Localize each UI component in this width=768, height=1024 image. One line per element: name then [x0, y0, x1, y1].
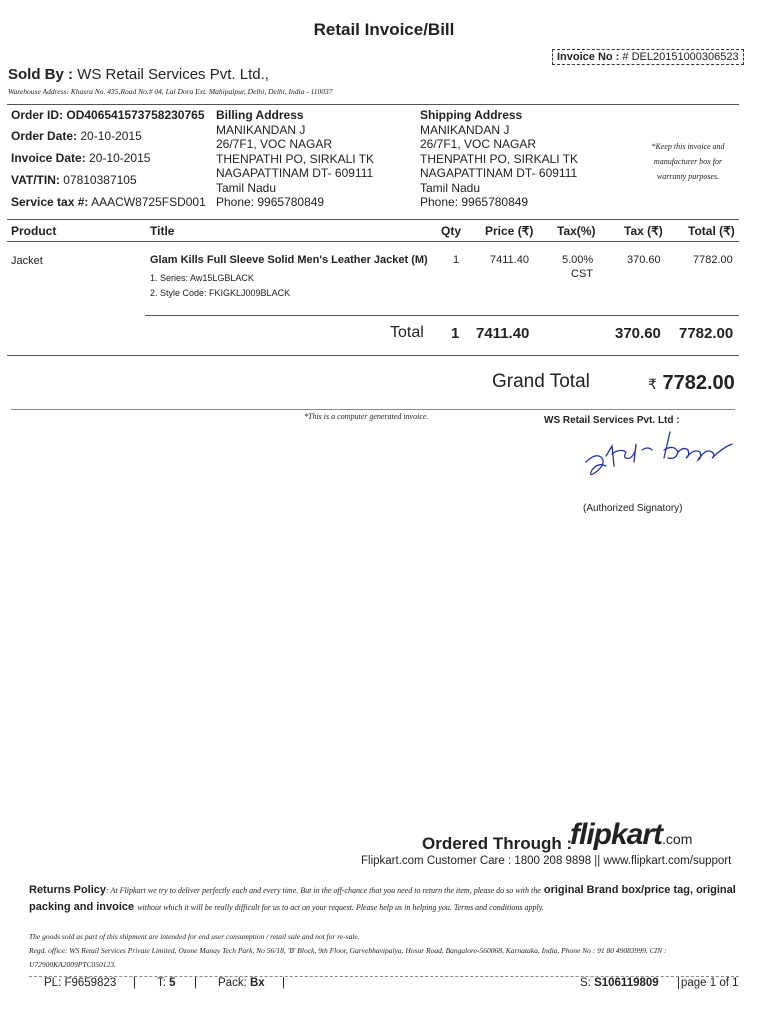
col-title: Title — [150, 224, 175, 238]
page-number: page 1 of 1 — [678, 977, 739, 989]
divider — [7, 219, 739, 220]
item-price: 7411.40 — [490, 254, 529, 266]
seller-name: WS Retail Services Pvt. Ltd., — [77, 66, 269, 83]
returns-text: without which it will be really difficult for us to act on your request. Please help us in helping you. Terms and conditions apply. — [137, 903, 544, 912]
billing-line: Tamil Nadu — [216, 180, 277, 195]
logo-text: flipkart — [570, 818, 663, 851]
shipping-line: Phone: 9965780849 — [420, 195, 529, 209]
total-qty: 1 — [451, 325, 460, 342]
footer-pack: Pack: Bx — [218, 977, 265, 989]
pl-value: F9659823 — [64, 977, 117, 989]
shipping-address — [420, 108, 578, 210]
warranty-note: *Keep this invoice and manufacturer box for warranty purposes. — [651, 142, 725, 181]
footer-separator: | — [133, 977, 136, 989]
t-value: 5 — [169, 977, 176, 989]
divider — [145, 315, 739, 316]
divider — [7, 104, 739, 105]
footer-s: S: S106119809 — [580, 977, 659, 989]
product-title: Glam Kills Full Sleeve Solid Men's Leather Jacket (M) — [150, 254, 428, 266]
item-tax-type: CST — [571, 268, 593, 280]
col-product: Product — [11, 224, 57, 238]
invoice-number-label: Invoice No : — [557, 51, 620, 63]
shipping-line: NAGAPATTINAM DT- 609111 — [420, 166, 578, 180]
grand-total — [648, 372, 735, 395]
order-date-row: Order Date: 20-10-2015 — [11, 129, 142, 143]
flipkart-logo — [570, 818, 692, 852]
signature-image — [582, 428, 737, 483]
total-amount: 7782.00 — [679, 325, 734, 342]
returns-label: Returns Policy — [29, 884, 107, 896]
invoice-date: 20-10-2015 — [89, 151, 151, 165]
invoice-date-row: Invoice Date: 20-10-2015 — [11, 151, 151, 165]
footer-separator: | — [194, 977, 197, 989]
grand-total-label: Grand Total — [492, 371, 590, 392]
warehouse-address: Warehouse Address: Khasra No. 435,Road No.# 04, Lal Dora Ext. Mahipalpur, Delhi, Delhi, India - 110037 — [8, 87, 333, 96]
invoice-title: Retail Invoice/Bill — [313, 20, 455, 39]
billing-line: NAGAPATTINAM DT- 609111 — [216, 166, 374, 180]
shipping-line: 26/7F1, VOC NAGAR — [420, 137, 537, 151]
billing-line: Phone: 9965780849 — [216, 195, 325, 209]
billing-heading: Billing Address — [216, 108, 304, 122]
total-price: 7411.40 — [476, 325, 530, 342]
returns-bold: original Brand box/price tag, original packing and invoice — [29, 884, 736, 913]
footer-t: T: 5 — [157, 977, 176, 989]
invoice-number-value: # DEL20151000306523 — [622, 51, 739, 63]
product-series: 1. Series: Aw15LGBLACK — [150, 273, 254, 283]
invoice-number — [552, 49, 744, 65]
item-total: 7782.00 — [693, 254, 733, 266]
sold-by-label: Sold By : — [8, 66, 74, 83]
total-label: Total — [390, 324, 424, 341]
shipping-line: MANIKANDAN J — [420, 122, 510, 137]
divider — [7, 355, 739, 356]
sold-by — [8, 66, 269, 83]
shipping-line: THENPATHI PO, SIRKALI TK — [420, 151, 579, 166]
s-value: S106119809 — [594, 977, 659, 989]
billing-address — [216, 108, 374, 210]
col-tax-pct: Tax(%) — [557, 224, 596, 238]
service-tax-row: Service tax #: AAACW8725FSD001 — [11, 195, 206, 209]
order-date: 20-10-2015 — [80, 129, 142, 143]
vat-row: VAT/TIN: 07810387105 — [11, 173, 137, 187]
logo-suffix: .com — [662, 831, 693, 847]
customer-care: Flipkart.com Customer Care : 1800 208 9898 || www.flipkart.com/support — [361, 855, 732, 867]
shipping-line: Tamil Nadu — [420, 180, 481, 195]
vat-number: 07810387105 — [63, 173, 137, 187]
resale-note: The goods sold as part of this shipment are intended for end user consumption / retail sale and not for re-sale. — [29, 932, 360, 941]
authorized-signatory: (Authorized Signatory) — [583, 503, 683, 514]
item-qty: 1 — [453, 254, 460, 266]
col-tax: Tax (₹) — [624, 224, 663, 238]
returns-text: : At Flipkart we try to deliver perfectly each and every time. But in the off-chance that you need to return the item, please do so with the — [106, 886, 541, 895]
billing-line: 26/7F1, VOC NAGAR — [216, 137, 333, 151]
divider — [7, 241, 739, 242]
pack-value: Bx — [249, 977, 265, 989]
billing-line: MANIKANDAN J — [216, 122, 306, 137]
signatory-company: WS Retail Services Pvt. Ltd : — [544, 415, 680, 426]
product-style-code: 2. Style Code: FKIGKLJ009BLACK — [150, 288, 291, 298]
registered-office: Regd. office: WS Retail Services Private Limited, Ozone Manay Tech Park, No 56/18, 'B' Block, 9th Floor, Garvebhavipalya, Hosur Road, Bangalore-560068, Karnataka, India, Phone No : 91 80 49083999. CIN : U72900KA2009PTC050123. — [29, 946, 667, 969]
billing-line: THENPATHI PO, SIRKALI TK — [216, 151, 375, 166]
divider — [11, 409, 735, 410]
footer-pl: PL: F9659823 — [44, 977, 117, 989]
col-qty: Qty — [441, 224, 462, 238]
shipping-heading: Shipping Address — [420, 108, 523, 122]
order-id-row: Order ID: OD406541573758230765 — [11, 108, 205, 122]
footer-separator: | — [282, 977, 285, 989]
col-price: Price (₹) — [485, 224, 534, 238]
returns-policy — [29, 882, 739, 916]
col-total: Total (₹) — [688, 224, 735, 238]
grand-total-value: 7782.00 — [662, 372, 735, 394]
order-id: OD406541573758230765 — [66, 108, 205, 122]
rupee-icon: ₹ — [648, 376, 657, 392]
item-tax-pct: 5.00% — [562, 254, 594, 266]
product-category: Jacket — [11, 255, 43, 267]
ordered-through-label: Ordered Through : — [422, 834, 573, 853]
total-tax: 370.60 — [615, 325, 661, 342]
service-tax-number: AAACW8725FSD001 — [91, 195, 206, 209]
computer-generated-note: *This is a computer generated invoice. — [304, 412, 429, 421]
item-tax: 370.60 — [627, 254, 661, 266]
